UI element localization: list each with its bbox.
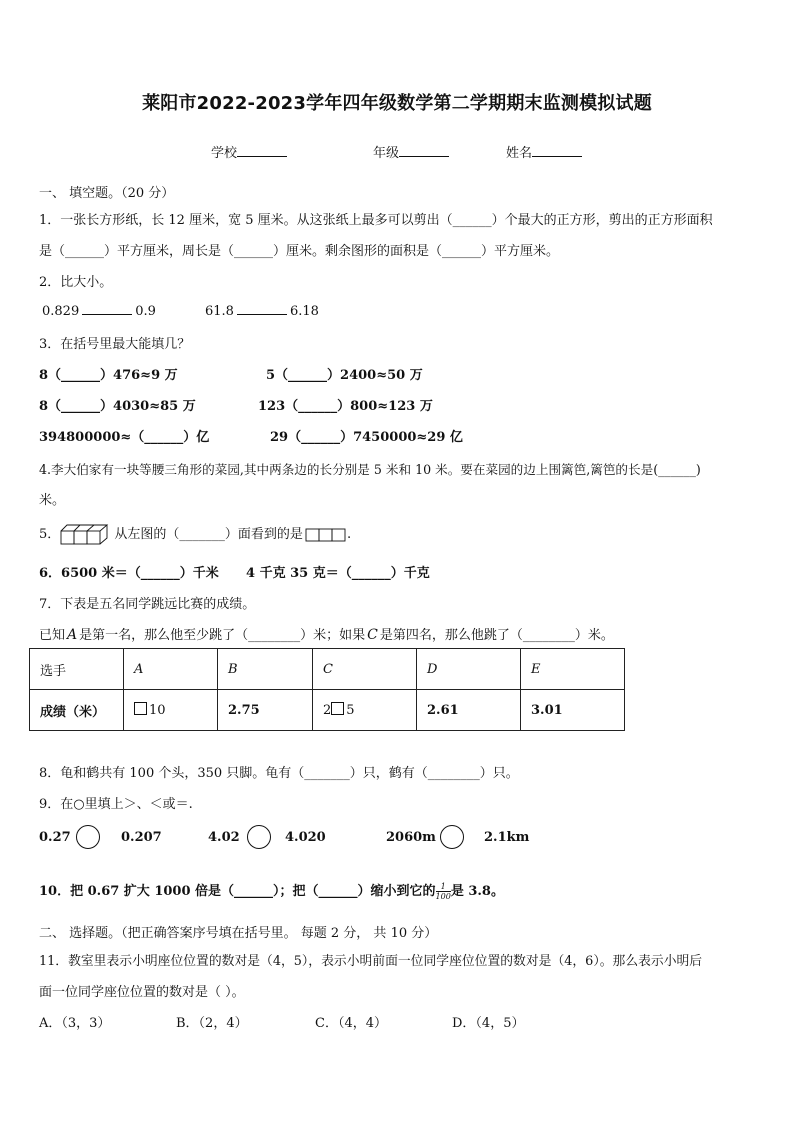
table-cell: 2.75 [218, 690, 313, 731]
q11-option-a[interactable]: A．（3，3） [39, 1016, 111, 1031]
q2-compare-a [42, 302, 156, 319]
q3-r2b: 123（______）800≈123 万 [258, 399, 433, 414]
fraction-denominator: 100 [435, 892, 451, 901]
q9-left-1: 0.27 [39, 830, 71, 845]
q10-part-a: 10．把 0.67 扩大 1000 倍是（______）；把（______）缩小到它的 [39, 884, 436, 899]
table-cell [124, 690, 218, 731]
cube-figure-icon [60, 524, 114, 546]
q2-compare-b [205, 302, 319, 319]
q7-text [39, 624, 614, 643]
q6-b: 4 千克 35 克＝（______）千克 [246, 566, 430, 581]
name-field [506, 142, 582, 161]
q10 [39, 880, 504, 901]
q7-part1: 是第一名，那么他至少跳了（________）米；如果 [79, 628, 366, 643]
q9-circle-2[interactable] [247, 825, 271, 849]
table-header-cell: D [417, 649, 521, 690]
q7-var-a: A [67, 627, 78, 643]
table-cell: 2.61 [417, 690, 521, 731]
school-blank[interactable] [237, 144, 287, 157]
q2-b-left: 61.8 [205, 304, 234, 319]
table-cell [313, 690, 417, 731]
q9-circle-1[interactable] [76, 825, 100, 849]
q10-fraction [436, 882, 451, 901]
q5-mid: 从左图的（_______）面看到的是 [114, 527, 303, 542]
blank-square-icon[interactable] [134, 702, 147, 715]
q4-line1: 4.李大伯家有一块等腰三角形的菜园,其中两条边的长分别是 5 米和 10 米。要在菜园的边上围篱笆,篱笆的长是(______) [39, 462, 701, 477]
section-1-heading: 一、 填空题。（20 分） [39, 186, 175, 201]
blank-square-icon[interactable] [331, 702, 344, 715]
q9-right-2: 4.020 [285, 830, 326, 845]
name-blank[interactable] [532, 144, 582, 157]
table-header-cell: 选手 [30, 649, 124, 690]
scores-table [29, 648, 625, 731]
cell-value: 10 [149, 703, 166, 718]
table-header-cell: C [313, 649, 417, 690]
q2-stem: 2．比大小。 [39, 275, 113, 290]
q9-left-3: 2060m [386, 830, 436, 845]
q3-r2a: 8（______）4030≈85 万 [39, 399, 196, 414]
q11-option-d[interactable]: D．（4，5） [452, 1016, 525, 1031]
q7-var-c: C [367, 627, 378, 643]
q11-line1: 11．教室里表示小明座位位置的数对是（4，5），表示小明前面一位同学座位位置的数对是（4，6）。那么表示小明后 [39, 954, 703, 969]
q2-a-blank[interactable] [82, 302, 132, 315]
q4-line2: 米。 [39, 493, 66, 508]
cell-value: 2 [323, 703, 332, 718]
table-row-label: 成绩（米） [30, 690, 124, 731]
q11-option-b[interactable]: B．（2，4） [176, 1016, 248, 1031]
name-label: 姓名 [506, 146, 533, 161]
q2-a-right: 0.9 [135, 304, 156, 319]
q2-b-right: 6.18 [289, 304, 319, 319]
q5-suffix: . [346, 527, 352, 542]
q11-line2: 面一位同学座位位置的数对是（ ）。 [39, 985, 245, 1000]
three-squares-icon [305, 528, 347, 542]
q9-left-2: 4.02 [208, 830, 240, 845]
q2-b-blank[interactable] [237, 302, 287, 315]
grade-field [373, 142, 449, 161]
q8: 8．龟和鹤共有 100 个头，350 只脚。龟有（_______）只，鹤有（________）只。 [39, 766, 519, 781]
table-cell: 3.01 [521, 690, 625, 731]
q5-prefix: 5． [39, 527, 61, 542]
table-header-cell: A [124, 649, 218, 690]
cell-value: 5 [346, 703, 355, 718]
table-row [30, 690, 625, 731]
q5 [39, 523, 351, 546]
q3-r3a: 394800000≈（______）亿 [39, 430, 210, 445]
q3-r3b: 29（______）7450000≈29 亿 [270, 430, 463, 445]
q7-stem: 7．下表是五名同学跳远比赛的成绩。 [39, 597, 256, 612]
q7-known: 已知 [39, 628, 66, 643]
grade-label: 年级 [373, 146, 400, 161]
q1-line1: 1．一张长方形纸，长 12 厘米，宽 5 厘米。从这张纸上最多可以剪出（______）个最大的正方形，剪出的正方形面积 [39, 213, 713, 228]
q9-right-3: 2.1km [484, 830, 530, 845]
fraction-numerator: 1 [436, 882, 451, 892]
section-2-heading: 二、 选择题。（把正确答案序号填在括号里。 每题 2 分， 共 10 分） [39, 926, 438, 941]
q9-right-1: 0.207 [121, 830, 162, 845]
q1-line2: 是（______）平方厘米，周长是（______）厘米。剩余图形的面积是（______）平方厘米。 [39, 244, 560, 259]
table-header-row [30, 649, 625, 690]
q3-r1a: 8（______）476≈9 万 [39, 368, 178, 383]
q3-r1b: 5（______）2400≈50 万 [266, 368, 423, 383]
grade-blank[interactable] [399, 144, 449, 157]
page-title: 莱阳市2022-2023学年四年级数学第二学期期末监测模拟试题 [142, 93, 652, 114]
q3-stem: 3．在括号里最大能填几？ [39, 337, 191, 352]
q10-part-b: 是 3.8。 [450, 884, 504, 899]
q7-part2: 是第四名，那么他跳了（________）米。 [379, 628, 614, 643]
school-field [211, 142, 287, 161]
q2-a-left: 0.829 [42, 304, 80, 319]
q6-a: 6．6500 米＝（______）千米 [39, 566, 219, 581]
q9-stem: 9．在○里填上＞、＜或＝. [39, 797, 193, 812]
table-header-cell: B [218, 649, 313, 690]
table-header-cell: E [521, 649, 625, 690]
q11-option-c[interactable]: C．（4，4） [315, 1016, 387, 1031]
school-label: 学校 [211, 146, 238, 161]
q9-circle-3[interactable] [440, 825, 464, 849]
